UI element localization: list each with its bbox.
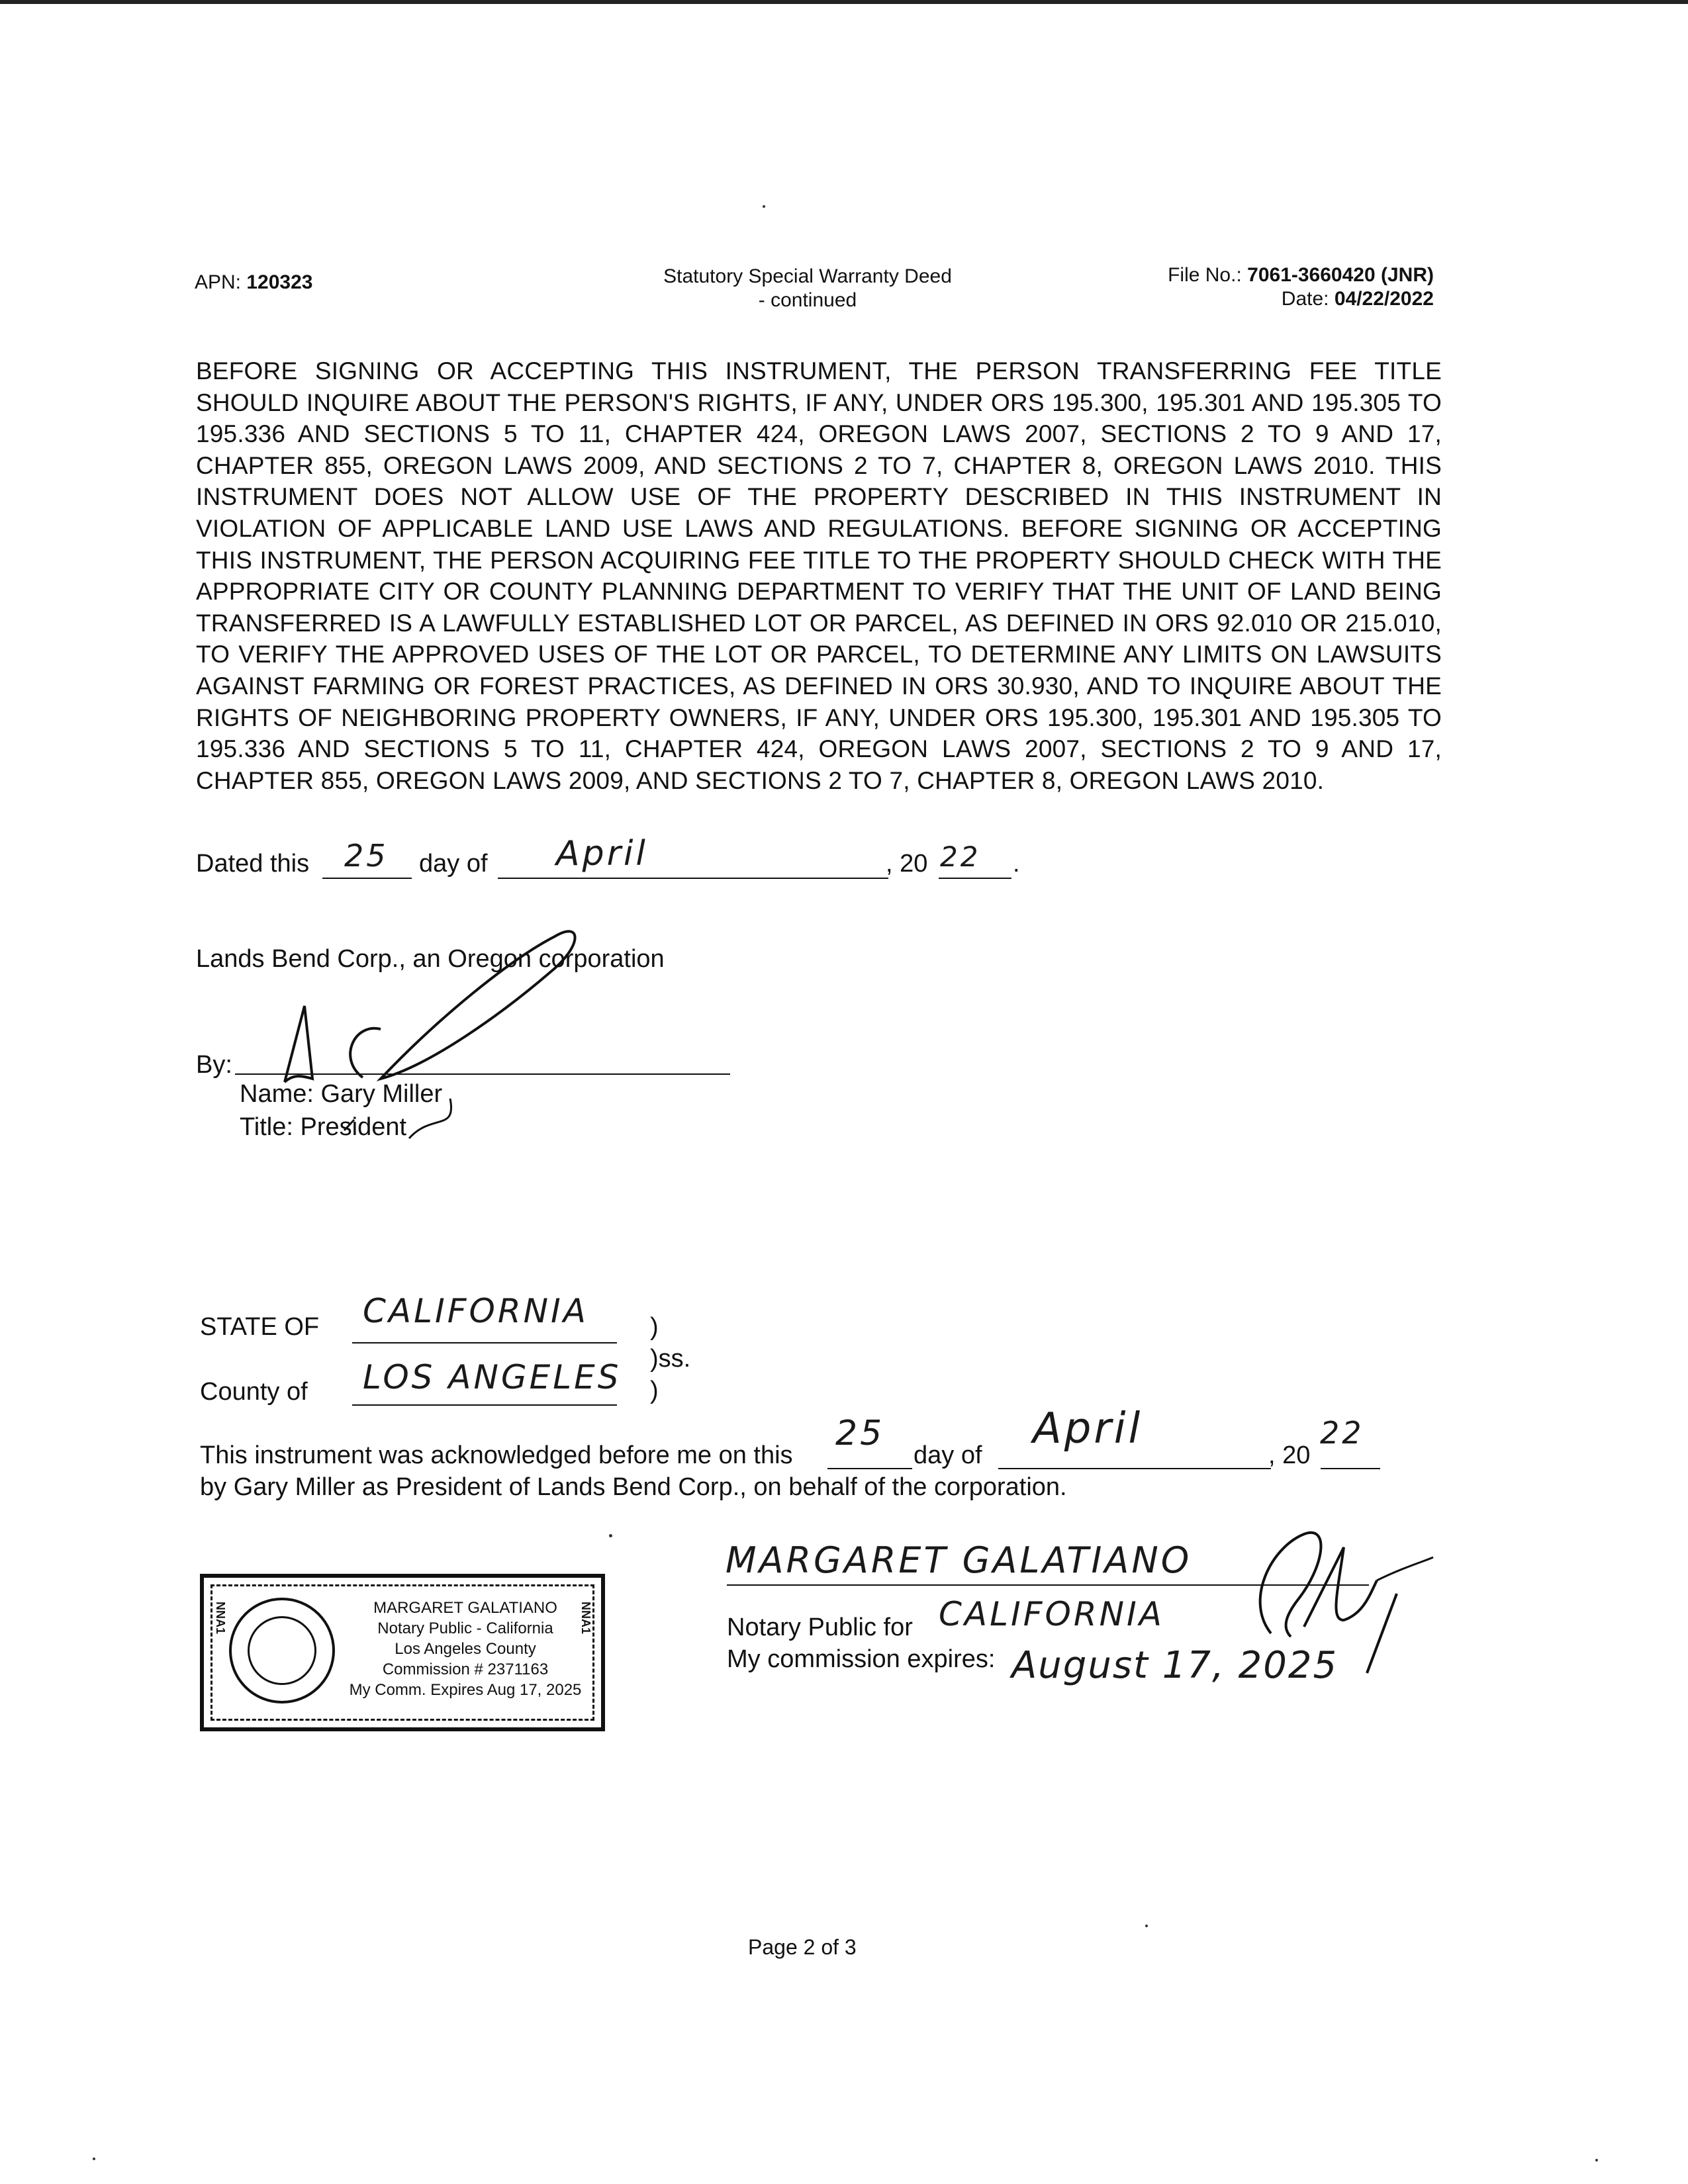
grantor-company: Lands Bend Corp., an Oregon corporation (196, 945, 665, 973)
county-label: County of (200, 1378, 308, 1406)
dated-month-line (498, 878, 888, 879)
ack-prefix: This instrument was acknowledged before me on this (200, 1441, 793, 1469)
ack-line-2: by Gary Miller as President of Lands Bend Corp., on behalf of the corporation. (200, 1473, 1067, 1501)
ack-year-line (1321, 1468, 1380, 1469)
notary-printed-name: MARGARET GALATIANO (726, 1539, 1192, 1581)
scan-speck (1145, 1925, 1148, 1927)
notary-public-for-handwritten: CALIFORNIA (939, 1595, 1164, 1633)
file-info (1033, 263, 1434, 311)
ack-year-handwritten: 22 (1320, 1415, 1364, 1451)
scan-speck (93, 2158, 95, 2160)
ack-day-line (827, 1468, 912, 1469)
seal-side-code-right: NNA1 (579, 1602, 592, 1635)
dated-year-line (939, 878, 1011, 879)
statutory-notice: BEFORE SIGNING OR ACCEPTING THIS INSTRUMENT, THE PERSON TRANSFERRING FEE TITLE SHOULD INQUIRE ABOUT THE PERSON'S RIGHTS, IF ANY, UNDER ORS 195.300, 195.301 AND 195.305 TO 195.336 AND SECTIONS 5 TO 11, CHAPTER 424, OREGON LAWS 2007, SECTIONS 2 TO 9 AND 17, CHAPTER 855, OREGON LAWS 2009, AND SECTIONS 2 TO 7, CHAPTER 8, OREGON LAWS 2010. THIS INSTRUMENT DOES NOT ALLOW USE OF THE PROPERTY DESCRIBED IN THIS INSTRUMENT IN VIOLATION OF APPLICABLE LAND USE LAWS AND REGULATIONS. BEFORE SIGNING OR ACCEPTING THIS INSTRUMENT, THE PERSON ACQUIRING FEE TITLE TO THE PROPERTY SHOULD CHECK WITH THE APPROPRIATE CITY OR COUNTY PLANNING DEPARTMENT TO VERIFY THAT THE UNIT OF LAND BEING TRANSFERRED IS A LAWFULLY ESTABLISHED LOT OR PARCEL, AS DEFINED IN ORS 92.010 OR 215.010, TO VERIFY THE APPROVED USES OF THE LOT OR PARCEL, TO DETERMINE ANY LIMITS ON LAWSUITS AGAINST FARMING OR FOREST PRACTICES, AS DEFINED IN ORS 30.930, AND TO INQUIRE ABOUT THE RIGHTS OF NEIGHBORING PROPERTY OWNERS, IF ANY, UNDER ORS 195.300, 195.301 AND 195.305 TO 195.336 AND SECTIONS 5 TO 11, CHAPTER 424, OREGON LAWS 2007, SECTIONS 2 TO 9 AND 17, CHAPTER 855, OREGON LAWS 2009, AND SECTIONS 2 TO 7, CHAPTER 8, OREGON LAWS 2010. (196, 357, 1442, 794)
dated-day-handwritten: 25 (344, 838, 389, 874)
file-number (1033, 263, 1434, 287)
notary-expires-handwritten: August 17, 2025 (1011, 1644, 1338, 1687)
notary-expires-label: My commission expires: (727, 1645, 996, 1673)
apn-value: 120323 (246, 271, 313, 293)
venue-paren-bottom: ) (650, 1377, 659, 1404)
page-number: Page 2 of 3 (748, 1935, 857, 1959)
file-date (1033, 287, 1434, 311)
dated-prefix: Dated this (196, 850, 310, 878)
dated-period: . (1013, 850, 1020, 878)
seal-notary-name: MARGARET GALATIANO (373, 1599, 557, 1617)
dated-year-handwritten: 22 (940, 841, 981, 873)
seal-expiration: My Comm. Expires Aug 17, 2025 (349, 1681, 582, 1699)
document-subtitle: - continued (758, 289, 857, 311)
venue-paren-top: ) (650, 1313, 659, 1341)
ack-month-handwritten: April (1033, 1404, 1143, 1453)
scan-top-border (0, 0, 1688, 4)
dated-year-prefix: , 20 (886, 850, 928, 878)
scan-speck (609, 1534, 612, 1537)
seal-commission-number: Commission # 2371163 (382, 1661, 549, 1678)
file-date-value: 04/22/2022 (1334, 288, 1434, 310)
dated-month-handwritten: April (556, 834, 648, 874)
scan-speck (763, 205, 765, 208)
by-label: By: (196, 1051, 232, 1079)
grantor-name-line: Name: Gary Miller (240, 1080, 443, 1108)
ack-month-line (998, 1468, 1271, 1469)
file-number-value: 7061-3660420 (JNR) (1247, 264, 1434, 286)
seal-emblem-inner (248, 1616, 316, 1685)
ack-year-prefix: , 20 (1268, 1441, 1311, 1469)
dated-day-of: day of (419, 850, 488, 878)
grantor-title-line: Title: President (240, 1113, 407, 1141)
seal-text (330, 1598, 601, 1700)
dated-day-line (322, 878, 412, 879)
seal-notary-title: Notary Public - California (377, 1619, 553, 1637)
notary-seal (200, 1574, 605, 1731)
apn-label: APN: (195, 271, 242, 293)
ack-day-handwritten: 25 (835, 1414, 885, 1453)
document-title: Statutory Special Warranty Deed (663, 265, 952, 287)
file-date-label: Date: (1281, 288, 1329, 310)
county-line (352, 1404, 617, 1406)
apn (195, 271, 312, 294)
county-handwritten: LOS ANGELES (363, 1358, 622, 1396)
file-number-label: File No.: (1168, 264, 1242, 286)
ack-day-of: day of (914, 1441, 982, 1469)
venue-ss: )ss. (650, 1345, 691, 1373)
seal-county: Los Angeles County (395, 1640, 536, 1658)
document-title-block (635, 265, 980, 312)
scan-speck (1595, 2159, 1598, 2161)
seal-side-code-left: NNA1 (214, 1602, 227, 1635)
state-label: STATE OF (200, 1313, 320, 1341)
notary-public-for-label: Notary Public for (727, 1614, 913, 1641)
state-handwritten: CALIFORNIA (363, 1292, 588, 1330)
state-line (352, 1342, 617, 1343)
